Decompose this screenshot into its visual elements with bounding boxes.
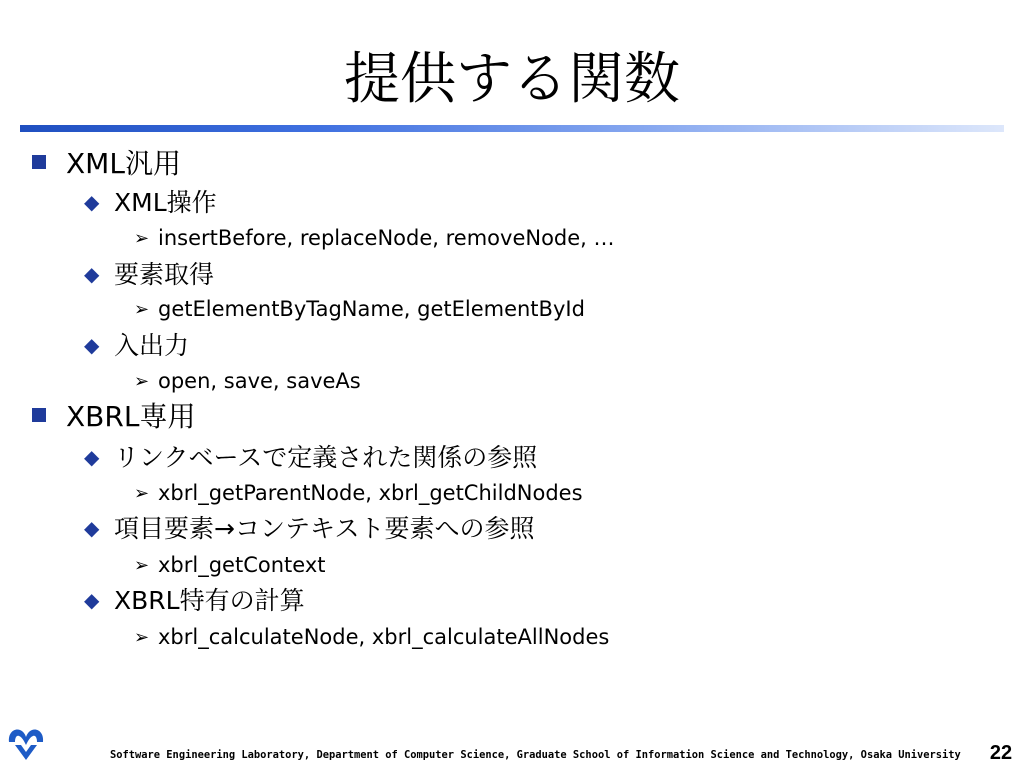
sub-bullet-item-context [84,510,534,547]
sub-bullet-label: XML操作 [114,188,217,217]
detail-text: insertBefore, replaceNode, removeNode, … [158,226,615,250]
sub-bullet-label: XBRL特有の計算 [114,586,305,615]
arrowhead-bullet-icon: ➢ [134,228,150,249]
square-bullet-icon [32,408,46,422]
square-bullet-icon [32,155,46,169]
arrowhead-bullet-icon: ➢ [134,371,150,392]
sub-bullet-label: リンクベースで定義された関係の参照 [114,443,538,472]
detail-text: getElementByTagName, getElementById [158,297,585,321]
detail-text: xbrl_getContext [158,553,326,577]
detail-text: open, save, saveAs [158,369,361,393]
detail-xml-operation [134,223,615,254]
arrowhead-bullet-icon: ➢ [134,627,150,648]
diamond-bullet-icon: ◆ [84,588,100,612]
bullet-xbrl-specific [32,397,195,437]
sub-bullet-label: 項目要素→コンテキスト要素への参照 [114,514,535,543]
page-number: 22 [989,742,1013,764]
diamond-bullet-icon: ◆ [84,262,100,286]
bullet-label: XML汎用 [66,147,181,180]
arrowhead-bullet-icon: ➢ [134,555,150,576]
detail-linkbase-relations [134,478,583,509]
slide-title: 提供する関数 [344,47,680,112]
sub-bullet-xbrl-calc [84,582,305,619]
arrowhead-bullet-icon: ➢ [134,483,150,504]
detail-text: xbrl_calculateNode, xbrl_calculateAllNodes [158,625,610,649]
diamond-bullet-icon: ◆ [84,445,100,469]
sub-bullet-linkbase-relations [84,439,537,476]
detail-io [134,366,361,397]
sub-bullet-io [84,327,189,364]
sub-bullet-xml-operation [84,184,217,221]
sub-bullet-label: 要素取得 [114,260,215,289]
title-divider [20,125,1004,132]
footer-affiliation: Software Engineering Laboratory, Department of Computer Science, Graduate School of Information Science and Technology, Osaka University [110,749,961,761]
arrowhead-bullet-icon: ➢ [134,299,150,320]
detail-xbrl-calc [134,622,609,653]
bullet-xml-general [32,144,181,184]
bullet-label: XBRL専用 [66,400,196,433]
sub-bullet-label: 入出力 [114,331,190,360]
diamond-bullet-icon: ◆ [84,516,100,540]
detail-element-get [134,294,585,325]
detail-item-context [134,550,325,581]
diamond-bullet-icon: ◆ [84,333,100,357]
diamond-bullet-icon: ◆ [84,190,100,214]
sub-bullet-element-get [84,256,214,293]
osaka-university-logo-icon [4,722,48,766]
detail-text: xbrl_getParentNode, xbrl_getChildNodes [158,481,583,505]
